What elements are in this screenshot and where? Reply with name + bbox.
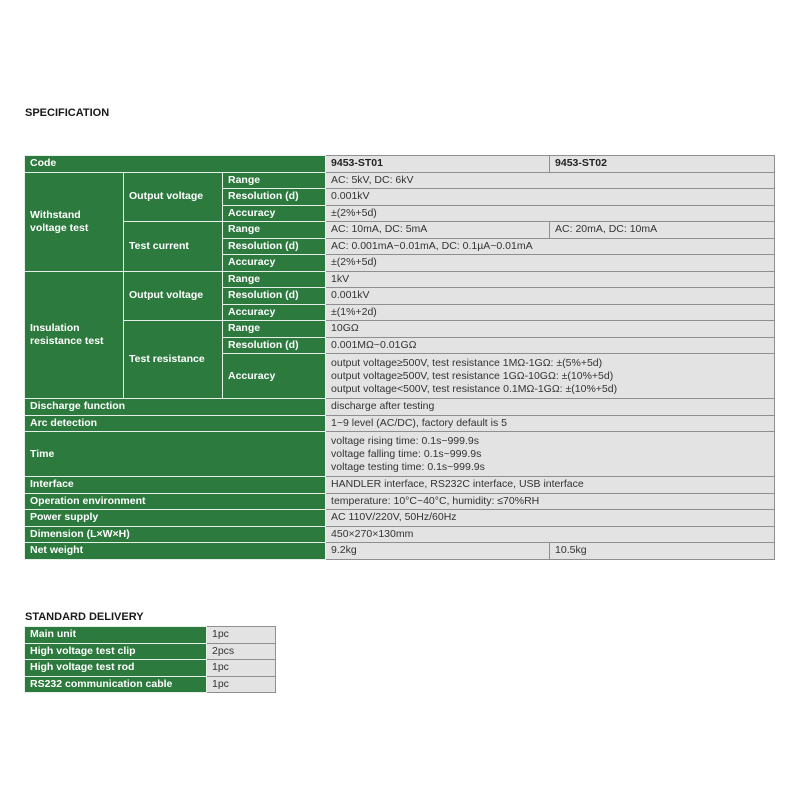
table-row xyxy=(25,271,775,288)
accuracy-label: Accuracy xyxy=(223,255,326,272)
interface-value: HANDLER interface, RS232C interface, USB interface xyxy=(326,477,775,494)
range-label: Range xyxy=(223,321,326,338)
test-current-resolution: AC: 0.001mA~0.01mA, DC: 0.1µA~0.01mA xyxy=(326,238,775,255)
range-label: Range xyxy=(223,271,326,288)
specification-title: SPECIFICATION xyxy=(25,107,110,119)
accuracy-label: Accuracy xyxy=(223,304,326,321)
withstand-output-range: AC: 5kV, DC: 6kV xyxy=(326,172,775,189)
test-current-label: Test current xyxy=(124,222,223,272)
delivery-item-qty: 2pcs xyxy=(207,643,276,660)
power-label: Power supply xyxy=(25,510,326,527)
withstand-output-accuracy: ±(2%+5d) xyxy=(326,205,775,222)
test-resistance-accuracy xyxy=(326,354,775,399)
test-resistance-resolution: 0.001MΩ~0.01GΩ xyxy=(326,337,775,354)
time-line: voltage rising time: 0.1s~999.9s xyxy=(331,434,479,447)
time-line: voltage testing time: 0.1s~999.9s xyxy=(331,460,485,473)
delivery-item-qty: 1pc xyxy=(207,676,276,693)
withstand-output-voltage-label: Output voltage xyxy=(124,172,223,222)
table-row xyxy=(25,676,276,693)
model-st02: 9453-ST02 xyxy=(550,156,775,173)
range-label: Range xyxy=(223,172,326,189)
discharge-value: discharge after testing xyxy=(326,399,775,416)
accuracy-label: Accuracy xyxy=(223,354,326,399)
accuracy-line: output voltage<500V, test resistance 0.1MΩ-1GΩ: ±(10%+5d) xyxy=(331,382,618,395)
delivery-item-name: Main unit xyxy=(25,627,207,644)
time-line: voltage falling time: 0.1s~999.9s xyxy=(331,447,482,460)
insulation-label: Insulation resistance test xyxy=(25,271,124,399)
insulation-output-range: 1kV xyxy=(326,271,775,288)
withstand-label: Withstand voltage test xyxy=(25,172,124,271)
delivery-item-name: High voltage test clip xyxy=(25,643,207,660)
insulation-output-accuracy: ±(1%+2d) xyxy=(326,304,775,321)
operation-label: Operation environment xyxy=(25,493,326,510)
table-row xyxy=(25,627,276,644)
time-label: Time xyxy=(25,432,326,477)
resolution-label: Resolution (d) xyxy=(223,337,326,354)
insulation-output-voltage-label: Output voltage xyxy=(124,271,223,321)
table-row xyxy=(25,543,775,560)
power-value: AC 110V/220V, 50Hz/60Hz xyxy=(326,510,775,527)
weight-st01: 9.2kg xyxy=(326,543,550,560)
table-row xyxy=(25,477,775,494)
weight-st02: 10.5kg xyxy=(550,543,775,560)
time-values xyxy=(326,432,775,477)
test-resistance-label: Test resistance xyxy=(124,321,223,399)
table-row xyxy=(25,172,775,189)
code-label: Code xyxy=(25,156,326,173)
accuracy-line: output voltage≥500V, test resistance 1MΩ-1GΩ: ±(5%+5d) xyxy=(331,356,603,369)
weight-label: Net weight xyxy=(25,543,326,560)
insulation-output-resolution: 0.001kV xyxy=(326,288,775,305)
interface-label: Interface xyxy=(25,477,326,494)
model-st01: 9453-ST01 xyxy=(326,156,550,173)
resolution-label: Resolution (d) xyxy=(223,238,326,255)
table-row xyxy=(25,321,775,338)
dimension-value: 450×270×130mm xyxy=(326,526,775,543)
arc-value: 1~9 level (AC/DC), factory default is 5 xyxy=(326,415,775,432)
test-current-accuracy: ±(2%+5d) xyxy=(326,255,775,272)
table-row xyxy=(25,526,775,543)
delivery-title: STANDARD DELIVERY xyxy=(25,611,144,623)
table-row xyxy=(25,510,775,527)
test-resistance-range: 10GΩ xyxy=(326,321,775,338)
delivery-table xyxy=(24,626,276,693)
table-row xyxy=(25,156,775,173)
test-current-range-st01: AC: 10mA, DC: 5mA xyxy=(326,222,550,239)
dimension-label: Dimension (L×W×H) xyxy=(25,526,326,543)
specification-table xyxy=(24,155,775,560)
table-row xyxy=(25,415,775,432)
table-row xyxy=(25,493,775,510)
discharge-label: Discharge function xyxy=(25,399,326,416)
delivery-item-name: High voltage test rod xyxy=(25,660,207,677)
delivery-item-qty: 1pc xyxy=(207,660,276,677)
range-label: Range xyxy=(223,222,326,239)
table-row xyxy=(25,643,276,660)
resolution-label: Resolution (d) xyxy=(223,288,326,305)
accuracy-line: output voltage≥500V, test resistance 1GΩ-10GΩ: ±(10%+5d) xyxy=(331,369,614,382)
table-row xyxy=(25,222,775,239)
table-row xyxy=(25,432,775,477)
table-row xyxy=(25,399,775,416)
resolution-label: Resolution (d) xyxy=(223,189,326,206)
delivery-item-name: RS232 communication cable xyxy=(25,676,207,693)
arc-label: Arc detection xyxy=(25,415,326,432)
operation-value: temperature: 10°C~40°C, humidity: ≤70%RH xyxy=(326,493,775,510)
table-row xyxy=(25,660,276,677)
accuracy-label: Accuracy xyxy=(223,205,326,222)
withstand-output-resolution: 0.001kV xyxy=(326,189,775,206)
delivery-item-qty: 1pc xyxy=(207,627,276,644)
test-current-range-st02: AC: 20mA, DC: 10mA xyxy=(550,222,775,239)
